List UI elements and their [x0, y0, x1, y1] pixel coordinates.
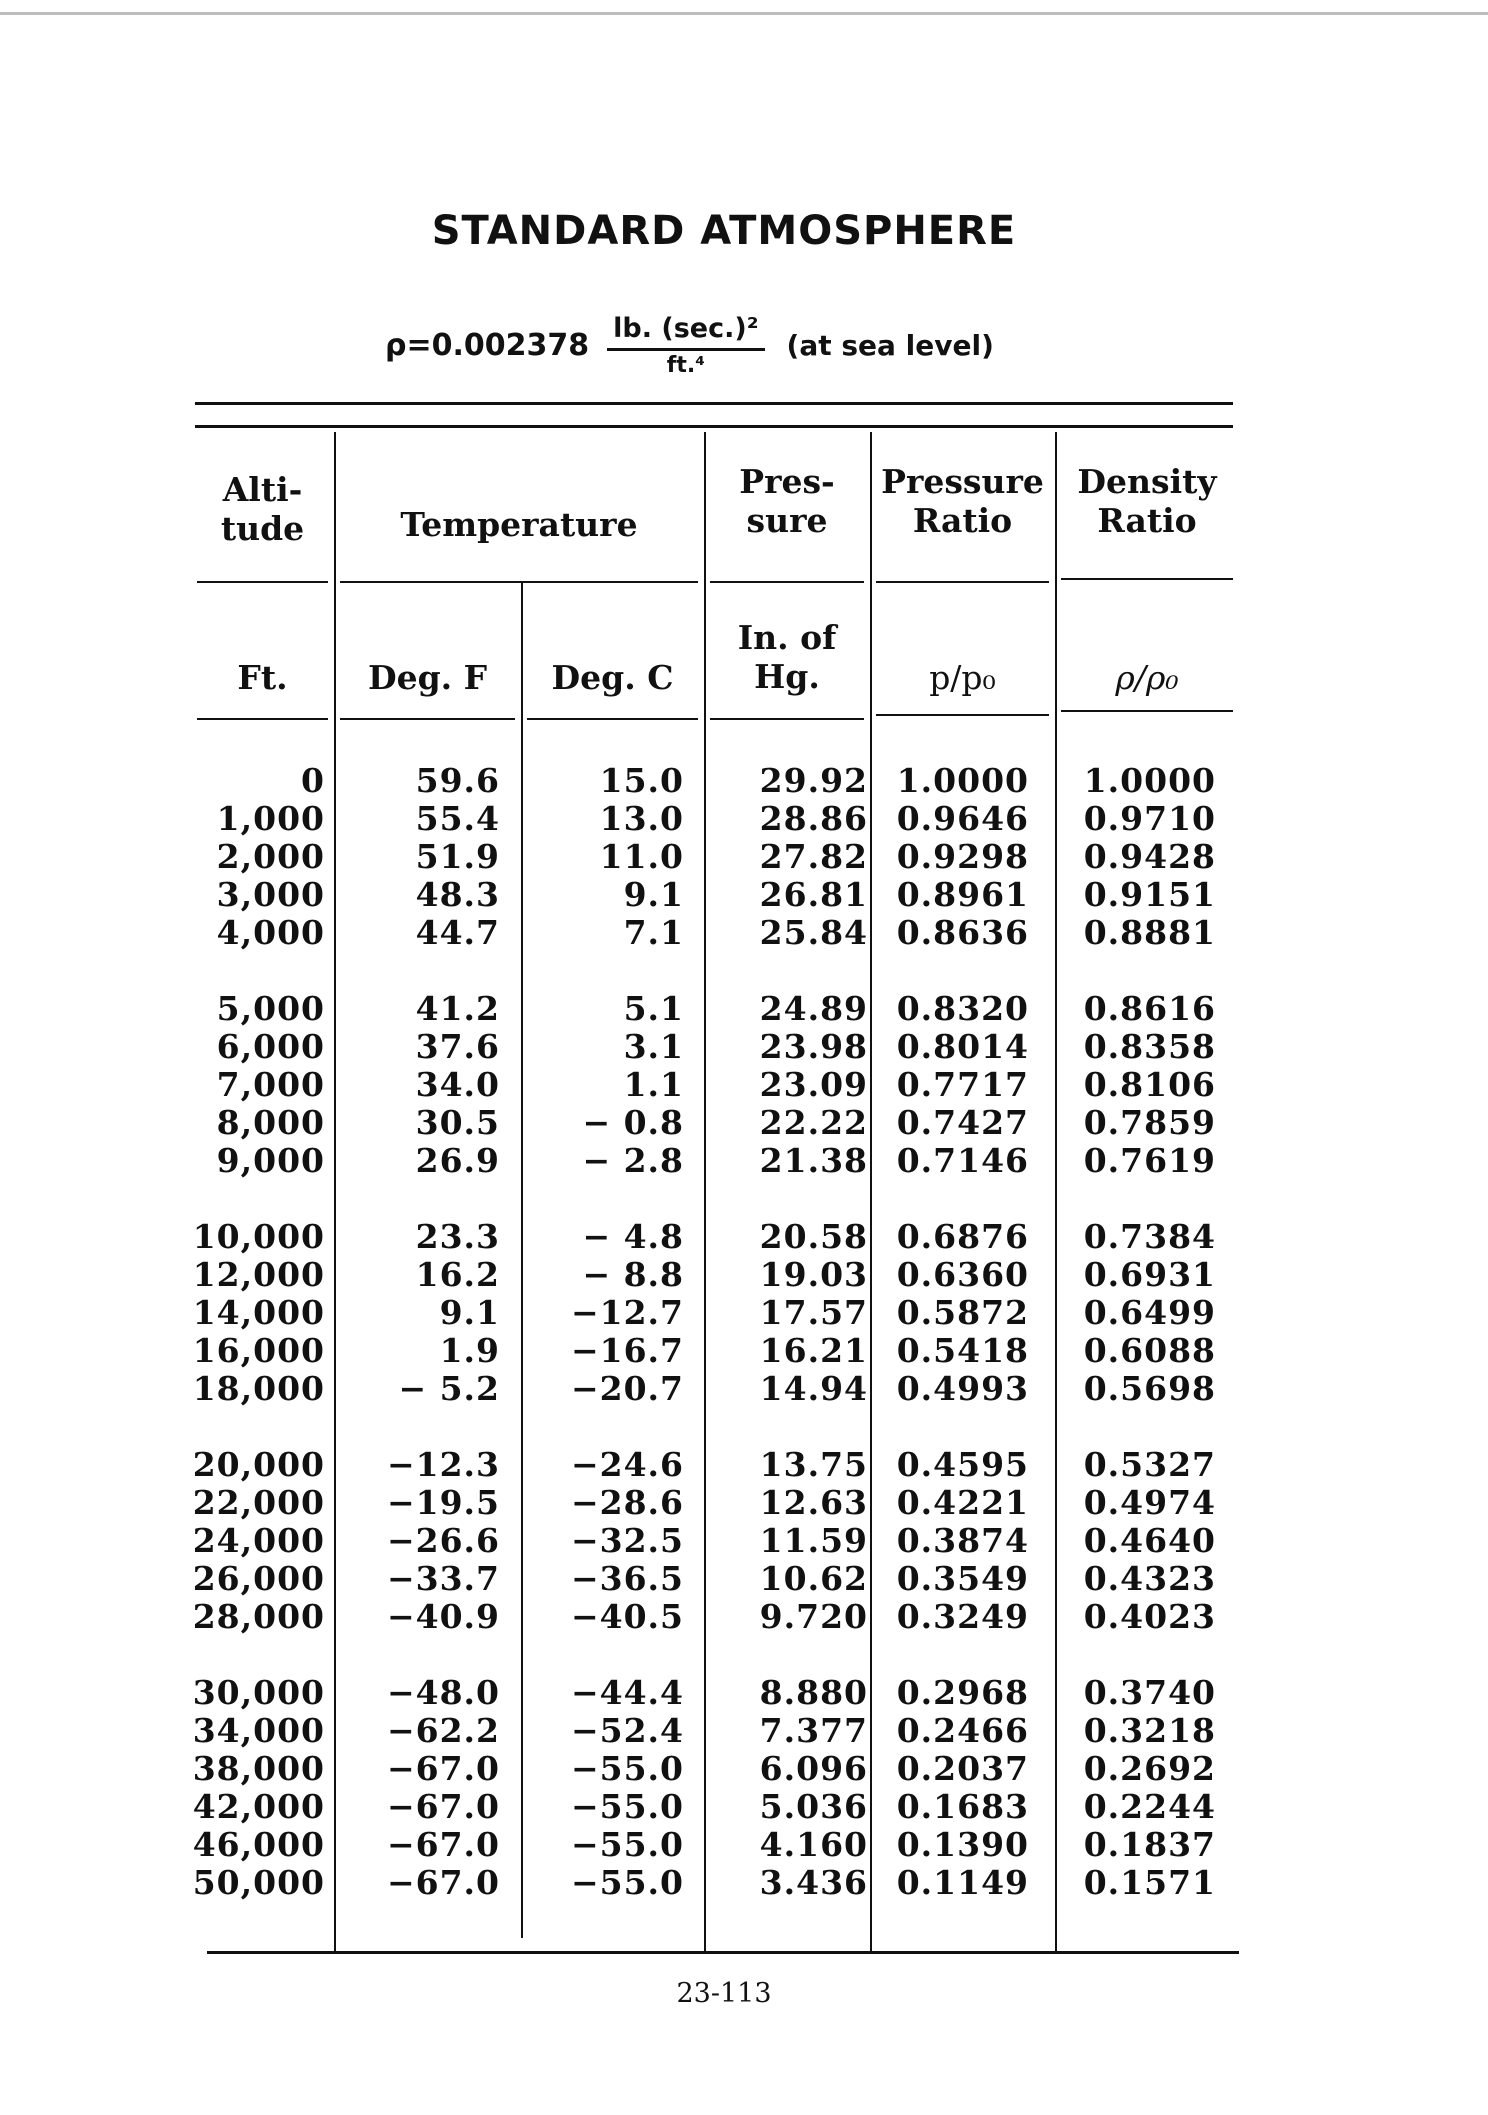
table-cell: 0: [301, 761, 325, 800]
table-cell: 0.8014: [896, 1027, 1029, 1066]
table-cell: 0.4993: [896, 1369, 1029, 1408]
table-cell: 55.4: [415, 799, 500, 838]
table-cell: 5.036: [759, 1787, 868, 1826]
row-group: [876, 990, 1029, 1180]
table-cell: 30,000: [192, 1673, 325, 1712]
table-cell: 48.3: [415, 875, 500, 914]
formula-fraction: [607, 313, 764, 378]
table-cell: 26.81: [759, 875, 868, 914]
row-group: [710, 1674, 868, 1902]
table-cell: 8,000: [216, 1103, 325, 1142]
table-cell: 0.2968: [896, 1673, 1029, 1712]
table-cell: 0.7384: [1083, 1217, 1216, 1256]
row-group: [527, 1446, 684, 1636]
formula-numerator: lb. (sec.)²: [607, 313, 764, 351]
table-cell: −55.0: [570, 1749, 684, 1788]
row-group: [150, 1674, 325, 1902]
table-cell: −55.0: [570, 1825, 684, 1864]
table-cell: 0.8358: [1083, 1027, 1216, 1066]
table-cell: 10.62: [759, 1559, 868, 1598]
table-cell: 4,000: [216, 913, 325, 952]
table-cell: 22.22: [759, 1103, 868, 1142]
table-cell: −20.7: [570, 1369, 684, 1408]
unit-deg-f: Deg. F: [367, 658, 488, 697]
units-sep-pressure: [710, 718, 864, 720]
table-cell: 0.4221: [896, 1483, 1029, 1522]
table-cell: 0.4323: [1083, 1559, 1216, 1598]
table-cell: 1.0000: [1083, 761, 1216, 800]
table-cell: −52.4: [570, 1711, 684, 1750]
table-cell: 14,000: [192, 1293, 325, 1332]
table-cell: 38,000: [192, 1749, 325, 1788]
table-cell: 0.8106: [1083, 1065, 1216, 1104]
table-cell: 7,000: [216, 1065, 325, 1104]
row-group: [340, 1218, 500, 1408]
table-cell: −40.9: [386, 1597, 500, 1636]
row-group: [150, 1218, 325, 1408]
units-sep-altitude: [197, 718, 328, 720]
table-cell: −40.5: [570, 1597, 684, 1636]
table-cell: 29.92: [759, 761, 868, 800]
table-cell: −26.6: [386, 1521, 500, 1560]
table-cell: 0.6499: [1083, 1293, 1216, 1332]
unit-altitude: Ft.: [237, 658, 288, 697]
table-cell: 3.1: [623, 1027, 684, 1066]
table-cell: 27.82: [759, 837, 868, 876]
table-cell: 0.1837: [1083, 1825, 1216, 1864]
table-cell: 20,000: [192, 1445, 325, 1484]
table-cell: 26,000: [192, 1559, 325, 1598]
table-cell: −67.0: [386, 1863, 500, 1902]
table-cell: 25.84: [759, 913, 868, 952]
row-group: [1061, 762, 1216, 952]
table-cell: 0.6931: [1083, 1255, 1216, 1294]
table-cell: −19.5: [386, 1483, 500, 1522]
header-altitude: Alti- tude: [220, 470, 305, 548]
row-group: [710, 1218, 868, 1408]
formula-lhs: ρ=0.002378: [385, 327, 590, 363]
table-cell: 9.720: [759, 1597, 868, 1636]
table-cell: 0.1149: [896, 1863, 1029, 1902]
col-pressure-ratio: [876, 762, 1029, 1940]
table-cell: 10,000: [192, 1217, 325, 1256]
row-group: [710, 762, 868, 952]
row-group: [150, 762, 325, 952]
table-cell: −16.7: [570, 1331, 684, 1370]
col-rule-1: [334, 432, 336, 1952]
table-cell: 3.436: [759, 1863, 868, 1902]
table-cell: −36.5: [570, 1559, 684, 1598]
table-cell: 21.38: [759, 1141, 868, 1180]
table-cell: 0.8881: [1083, 913, 1216, 952]
table-cell: − 4.8: [582, 1217, 684, 1256]
table-cell: 16.21: [759, 1331, 868, 1370]
table-cell: 0.7619: [1083, 1141, 1216, 1180]
table-cell: − 8.8: [582, 1255, 684, 1294]
col-deg-c: [527, 762, 684, 1940]
table-cell: 23.98: [759, 1027, 868, 1066]
table-cell: 51.9: [415, 837, 500, 876]
unit-deg-c: Deg. C: [551, 658, 674, 697]
header-sep-pressure: [710, 581, 864, 583]
row-group: [150, 990, 325, 1180]
table-cell: 0.5327: [1083, 1445, 1216, 1484]
table-cell: 5.1: [623, 989, 684, 1028]
row-group: [1061, 1446, 1216, 1636]
table-cell: −62.2: [386, 1711, 500, 1750]
table-cell: 50,000: [192, 1863, 325, 1902]
table-cell: 0.1390: [896, 1825, 1029, 1864]
table-cell: 0.4974: [1083, 1483, 1216, 1522]
table-cell: 0.9646: [896, 799, 1029, 838]
table-cell: 26.9: [415, 1141, 500, 1180]
table-cell: 0.3740: [1083, 1673, 1216, 1712]
table-cell: −24.6: [570, 1445, 684, 1484]
row-group: [340, 1446, 500, 1636]
table-cell: 19.03: [759, 1255, 868, 1294]
row-group: [876, 1446, 1029, 1636]
table-cell: 12,000: [192, 1255, 325, 1294]
table-cell: −28.6: [570, 1483, 684, 1522]
table-cell: 0.2037: [896, 1749, 1029, 1788]
table-cell: 46,000: [192, 1825, 325, 1864]
table-cell: 13.0: [599, 799, 684, 838]
sea-level-density-formula: [385, 290, 994, 400]
row-group: [340, 990, 500, 1180]
header-pressure-ratio: Pressure Ratio: [881, 462, 1044, 540]
table-cell: −12.7: [570, 1293, 684, 1332]
header-sep-altitude: [197, 581, 328, 583]
table-cell: 1,000: [216, 799, 325, 838]
table-cell: 17.57: [759, 1293, 868, 1332]
table-cell: 0.8320: [896, 989, 1029, 1028]
table-cell: 44.7: [415, 913, 500, 952]
table-cell: − 5.2: [398, 1369, 500, 1408]
table-cell: −55.0: [570, 1863, 684, 1902]
header-density-ratio: Density Ratio: [1077, 462, 1217, 540]
table-cell: 16,000: [192, 1331, 325, 1370]
table-cell: 0.8616: [1083, 989, 1216, 1028]
table-cell: 0.6088: [1083, 1331, 1216, 1370]
table-cell: −67.0: [386, 1787, 500, 1826]
unit-density-ratio: ρ/ρ₀: [1115, 658, 1179, 697]
table-cell: 0.3218: [1083, 1711, 1216, 1750]
header-sep-pressure-ratio: [876, 581, 1049, 583]
table-cell: 6.096: [759, 1749, 868, 1788]
table-cell: 41.2: [415, 989, 500, 1028]
units-sep-deg-c: [527, 718, 698, 720]
table-cell: − 2.8: [582, 1141, 684, 1180]
table-cell: 7.1: [623, 913, 684, 952]
units-sep-density-ratio: [1061, 710, 1233, 712]
table-cell: 0.4595: [896, 1445, 1029, 1484]
table-cell: 42,000: [192, 1787, 325, 1826]
page-number: 23-113: [676, 1978, 772, 2009]
table-cell: 0.7146: [896, 1141, 1029, 1180]
table-cell: 11.59: [759, 1521, 868, 1560]
row-group: [527, 1218, 684, 1408]
col-deg-f: [340, 762, 500, 1940]
table-cell: 0.7427: [896, 1103, 1029, 1142]
table-cell: 0.7859: [1083, 1103, 1216, 1142]
table-cell: 1.9: [439, 1331, 500, 1370]
table-cell: 0.1683: [896, 1787, 1029, 1826]
table-cell: 16.2: [415, 1255, 500, 1294]
row-group: [876, 1674, 1029, 1902]
table-cell: 0.8636: [896, 913, 1029, 952]
row-group: [1061, 990, 1216, 1180]
table-cell: 24,000: [192, 1521, 325, 1560]
col-rule-3: [704, 432, 706, 1952]
table-cell: 0.2466: [896, 1711, 1029, 1750]
table-cell: 5,000: [216, 989, 325, 1028]
table-cell: 0.9428: [1083, 837, 1216, 876]
col-pressure: [710, 762, 868, 1940]
formula-note: (at sea level): [786, 328, 994, 362]
unit-pressure: In. of Hg.: [737, 618, 837, 696]
table-cell: 23.09: [759, 1065, 868, 1104]
table-cell: 0.6876: [896, 1217, 1029, 1256]
table-cell: 23.3: [415, 1217, 500, 1256]
table-cell: 59.6: [415, 761, 500, 800]
row-group: [876, 1218, 1029, 1408]
bottom-rule: [207, 1951, 1239, 1954]
table-cell: 18,000: [192, 1369, 325, 1408]
formula-denominator: ft.⁴: [666, 352, 705, 378]
table-cell: −33.7: [386, 1559, 500, 1598]
units-sep-pressure-ratio: [876, 714, 1049, 716]
table-cell: − 0.8: [582, 1103, 684, 1142]
table-cell: 14.94: [759, 1369, 868, 1408]
row-group: [527, 762, 684, 952]
table-cell: 7.377: [759, 1711, 868, 1750]
row-group: [527, 1674, 684, 1902]
table-cell: −67.0: [386, 1749, 500, 1788]
table-cell: 3,000: [216, 875, 325, 914]
row-group: [710, 990, 868, 1180]
top-rule-1: [195, 402, 1233, 405]
header-pressure: Pres- sure: [739, 462, 835, 540]
table-cell: −44.4: [570, 1673, 684, 1712]
col-altitude: [150, 762, 325, 1940]
units-sep-deg-f: [340, 718, 515, 720]
row-group: [340, 1674, 500, 1902]
table-cell: 0.8961: [896, 875, 1029, 914]
table-cell: 1.0000: [896, 761, 1029, 800]
table-cell: 8.880: [759, 1673, 868, 1712]
table-cell: 0.5872: [896, 1293, 1029, 1332]
table-cell: 34.0: [415, 1065, 500, 1104]
table-cell: 20.58: [759, 1217, 868, 1256]
row-group: [150, 1446, 325, 1636]
table-cell: −12.3: [386, 1445, 500, 1484]
table-cell: 6,000: [216, 1027, 325, 1066]
table-cell: 0.4023: [1083, 1597, 1216, 1636]
row-group: [527, 990, 684, 1180]
table-cell: 28,000: [192, 1597, 325, 1636]
table-cell: 0.9710: [1083, 799, 1216, 838]
table-cell: 0.5418: [896, 1331, 1029, 1370]
table-cell: 0.3249: [896, 1597, 1029, 1636]
col-density-ratio: [1061, 762, 1216, 1940]
table-cell: −67.0: [386, 1825, 500, 1864]
table-cell: −48.0: [386, 1673, 500, 1712]
table-cell: 13.75: [759, 1445, 868, 1484]
page-title: STANDARD ATMOSPHERE: [431, 208, 1017, 254]
table-cell: 1.1: [623, 1065, 684, 1104]
row-group: [340, 762, 500, 952]
table-cell: 0.7717: [896, 1065, 1029, 1104]
top-rule-2: [195, 425, 1233, 428]
row-group: [1061, 1218, 1216, 1408]
table-cell: 0.3874: [896, 1521, 1029, 1560]
table-cell: 0.2692: [1083, 1749, 1216, 1788]
table-cell: 0.6360: [896, 1255, 1029, 1294]
header-sep-temperature: [340, 581, 698, 583]
table-cell: 22,000: [192, 1483, 325, 1522]
table-cell: 28.86: [759, 799, 868, 838]
row-group: [710, 1446, 868, 1636]
table-cell: −32.5: [570, 1521, 684, 1560]
header-temperature: Temperature: [400, 505, 638, 544]
table-cell: 2,000: [216, 837, 325, 876]
table-cell: 11.0: [599, 837, 684, 876]
col-rule-4: [870, 432, 872, 1952]
header-sep-density-ratio: [1061, 578, 1233, 580]
table-cell: 9,000: [216, 1141, 325, 1180]
table-cell: 37.6: [415, 1027, 500, 1066]
table-cell: 12.63: [759, 1483, 868, 1522]
table-cell: 4.160: [759, 1825, 868, 1864]
table-cell: 0.3549: [896, 1559, 1029, 1598]
table-cell: 0.9151: [1083, 875, 1216, 914]
table-cell: 9.1: [623, 875, 684, 914]
col-rule-2: [521, 583, 523, 1938]
row-group: [1061, 1674, 1216, 1902]
table-cell: 34,000: [192, 1711, 325, 1750]
table-cell: 24.89: [759, 989, 868, 1028]
table-cell: 0.4640: [1083, 1521, 1216, 1560]
table-cell: 0.1571: [1083, 1863, 1216, 1902]
table-cell: 15.0: [599, 761, 684, 800]
scan-edge: [0, 12, 1488, 15]
table-cell: −55.0: [570, 1787, 684, 1826]
table-cell: 30.5: [415, 1103, 500, 1142]
col-rule-5: [1055, 432, 1057, 1952]
table-cell: 9.1: [439, 1293, 500, 1332]
row-group: [876, 762, 1029, 952]
table-cell: 0.5698: [1083, 1369, 1216, 1408]
unit-pressure-ratio: p/p₀: [929, 658, 996, 697]
table-cell: 0.9298: [896, 837, 1029, 876]
table-cell: 0.2244: [1083, 1787, 1216, 1826]
